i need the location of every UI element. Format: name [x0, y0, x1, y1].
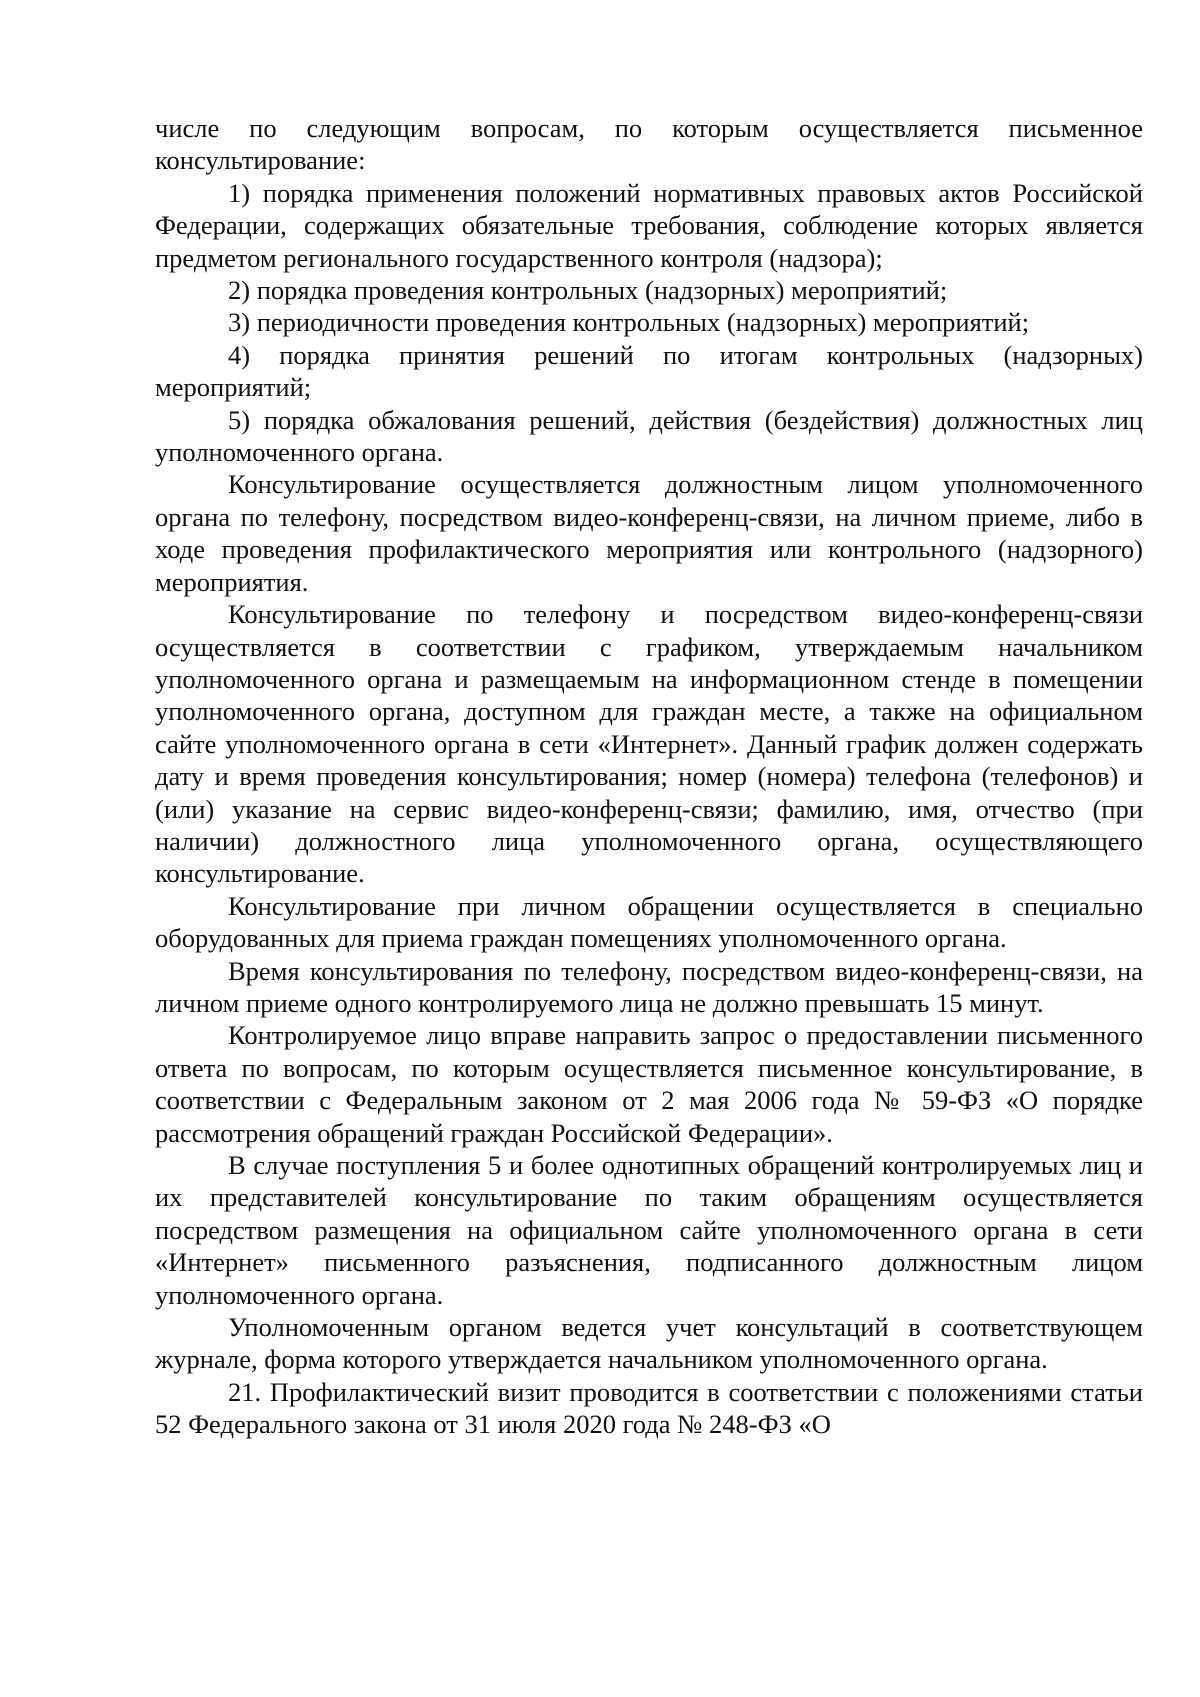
paragraph-similar-requests: В случае поступления 5 и более однотипных обращений контролируемых лиц и их представителей консультирование по таким обращениям осуществляется посредством размещения на официальном сайте уполномоченного органа в сети «Интернет» письменного разъяснения, подписанного должностным лицом уполномоченного органа.	[155, 1150, 1143, 1310]
list-item-2: 2) порядка проведения контрольных (надзорных) мероприятий;	[228, 275, 948, 306]
list-item-5: 5) порядка обжалования решений, действия (бездействия) должностных лиц уполномоченного органа.	[155, 404, 1143, 468]
paragraph-consultation-log: Уполномоченным органом ведется учет консультаций в соответствующем журнале, форма которого утверждается начальником уполномоченного органа.	[155, 1312, 1143, 1375]
paragraph-personal-consultation: Консультирование при личном обращении осуществляется в специально оборудованных для приема граждан помещениях уполномоченного органа.	[155, 890, 1143, 954]
document-body	[155, 112, 1143, 1441]
paragraph-written-request: Контролируемое лицо вправе направить запрос о предоставлении письменного ответа по вопросам, по которым осуществляется письменное консультирование, в соответствии с Федеральным законом от 2 мая 2006 года № 59-ФЗ «О порядке рассмотрения обращений граждан Российской Федерации».	[155, 1020, 1143, 1148]
paragraph-consultation-schedule: Консультирование по телефону и посредством видео-конференц-связи осуществляется в соответствии с графиком, утверждаемым начальником уполномоченного органа и размещаемым на информационном стенде в помещении уполномоченного органа, доступном для граждан месте, а также на официальном сайте уполномоченного органа в сети «Интернет». Данный график должен содержать дату и время проведения консультирования; номер (номера) телефона (телефонов) и (или) указание на сервис видео-конференц-связи; фамилию, имя, отчество (при наличии) должностного лица уполномоченного органа, осуществляющего консультирование.	[155, 599, 1143, 889]
paragraph-continuation: числе по следующим вопросам, по которым осуществляется письменное консультирование:	[155, 113, 1143, 176]
list-item-4: 4) порядка принятия решений по итогам контрольных (надзорных) мероприятий;	[155, 339, 1143, 403]
list-item-3: 3) периодичности проведения контрольных (надзорных) мероприятий;	[228, 307, 1030, 338]
list-item-1: 1) порядка применения положений нормативных правовых актов Российской Федерации, содержащих обязательные требования, соблюдение которых является предметом регионального государственного контроля (надзора);	[155, 177, 1143, 273]
paragraph-consultation-time: Время консультирования по телефону, посредством видео-конференц-связи, на личном приеме одного контролируемого лица не должно превышать 15 минут.	[155, 955, 1143, 1018]
paragraph-consultation-methods: Консультирование осуществляется должностным лицом уполномоченного органа по телефону, посредством видео-конференц-связи, на личном приеме, либо в ходе проведения профилактического мероприятия или контрольного (надзорного) мероприятия.	[155, 469, 1143, 597]
paragraph-section-21: 21. Профилактический визит проводится в соответствии с положениями статьи 52 Федерального закона от 31 июля 2020 года № 248-ФЗ «О	[155, 1376, 1143, 1440]
